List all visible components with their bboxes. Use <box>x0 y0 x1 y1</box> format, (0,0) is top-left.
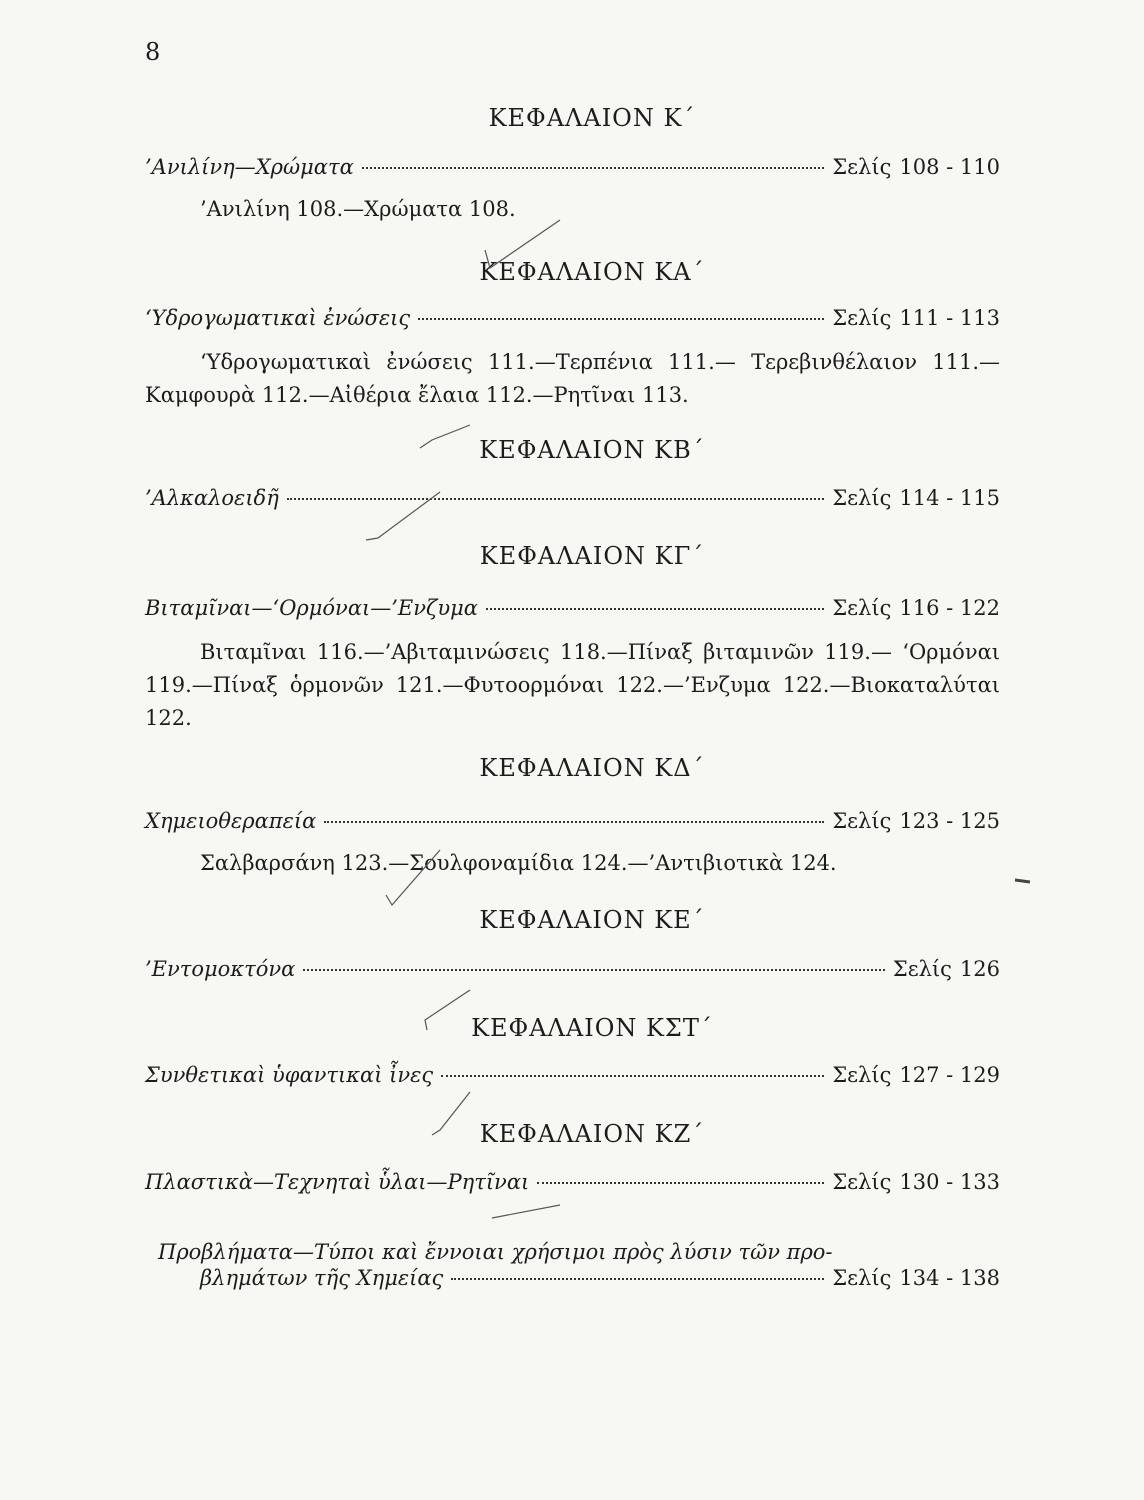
chapter-heading: ΚΕΦΑΛΑΙΟΝ ΚΕ΄ <box>479 906 705 934</box>
entry-pages <box>832 809 1000 833</box>
dot-leader <box>418 318 824 320</box>
pages-label: Σελίς <box>832 306 892 330</box>
chapter-heading: ΚΕΦΑΛΑΙΟΝ ΚΖ΄ <box>479 1120 705 1148</box>
page-range: 111 - 113 <box>899 306 1000 330</box>
dot-leader <box>287 498 825 500</box>
entry-title: ’Ανιλίνη—Χρώματα <box>145 155 354 179</box>
pages-label: Σελίς <box>832 1170 892 1194</box>
entry-description: Σαλβαρσάνη 123.—Σουλφοναμίδια 124.—’Αντιβιοτικὰ 124. <box>200 851 837 875</box>
entry-pages <box>832 1170 1000 1194</box>
pages-label: Σελίς <box>832 486 892 510</box>
pages-label: Σελίς <box>832 809 892 833</box>
dot-leader <box>451 1278 824 1280</box>
pages-label: Σελίς <box>832 1063 892 1087</box>
page-range: 127 - 129 <box>899 1063 1000 1087</box>
toc-entry[interactable] <box>145 155 1000 185</box>
entry-pages <box>832 155 1000 179</box>
entry-pages <box>832 1266 1000 1290</box>
entry-title: ’Εντομοκτόνα <box>145 957 296 981</box>
entry-title: ’Αλκαλοειδῆ <box>145 486 279 510</box>
entry-title: Βιταμῖναι—‘Ορμόναι—’Ενζυμα <box>145 596 478 620</box>
check-mark <box>492 1205 560 1218</box>
final-entry-title-line1: Προβλήματα—Τύποι καὶ ἔννοιαι χρήσιμοι πρὸς λύσιν τῶν προ- <box>158 1240 833 1264</box>
page-range: 126 <box>959 957 1000 981</box>
toc-entry[interactable] <box>145 486 1000 516</box>
toc-entry[interactable] <box>145 1063 1000 1093</box>
page-range: 130 - 133 <box>899 1170 1000 1194</box>
entry-pages <box>832 486 1000 510</box>
toc-entry[interactable] <box>145 809 1000 839</box>
dot-leader <box>537 1182 824 1184</box>
pages-label: Σελίς <box>832 1266 892 1290</box>
chapter-heading: ΚΕΦΑΛΑΙΟΝ Κ΄ <box>488 104 696 132</box>
dot-leader <box>362 167 825 169</box>
pages-label: Σελίς <box>832 596 892 620</box>
chapter-heading: ΚΕΦΑΛΑΙΟΝ ΚΑ΄ <box>479 258 705 286</box>
chapter-heading: ΚΕΦΑΛΑΙΟΝ ΚΒ΄ <box>479 436 705 464</box>
page-range: 108 - 110 <box>899 155 1000 179</box>
toc-entry[interactable] <box>145 306 1000 336</box>
dot-leader <box>441 1075 824 1077</box>
toc-entry[interactable] <box>200 1266 1000 1296</box>
dot-leader <box>303 969 885 971</box>
stray-mark <box>1015 880 1030 882</box>
entry-pages <box>832 596 1000 620</box>
entry-description: Βιταμῖναι 116.—’Αβιταμινώσεις 118.—Πίναξ βιταμινῶν 119.— ‘Ορμόναι 119.—Πίναξ ὁρμονῶν 121.—Φυτοορμόναι 122.—’Ενζυμα 122.—Βιοκαταλύται 122. <box>145 640 1000 730</box>
page-range: 114 - 115 <box>899 486 1000 510</box>
pages-label: Σελίς <box>892 957 952 981</box>
entry-description: ’Ανιλίνη 108.—Χρώματα 108. <box>200 197 516 221</box>
entry-title: βλημάτων τῆς Χημείας <box>200 1266 444 1290</box>
chapter-heading: ΚΕΦΑΛΑΙΟΝ ΚΣΤ΄ <box>471 1014 713 1042</box>
chapter-heading: ΚΕΦΑΛΑΙΟΝ ΚΓ΄ <box>479 542 705 570</box>
pages-label: Σελίς <box>832 155 892 179</box>
entry-title: Πλαστικὰ—Τεχνηταὶ ὗλαι—Ρητῖναι <box>145 1170 530 1194</box>
page-number: 8 <box>145 38 161 66</box>
toc-entry[interactable] <box>145 596 1000 626</box>
entry-title: ‘Υδρογωματικαὶ ἐνώσεις <box>145 306 411 330</box>
dot-leader <box>486 608 824 610</box>
page-range: 116 - 122 <box>899 596 1000 620</box>
entry-title: Συνθετικαὶ ὑφαντικαὶ ἶνες <box>145 1063 434 1087</box>
entry-description: ‘Υδρογωματικαὶ ἐνώσεις 111.—Τερπένια 111.— Τερεβινθέλαιον 111.—Καμφουρὰ 112.—Αἰθέρια ἔλαια 112.—Ρητῖναι 113. <box>145 350 1000 407</box>
entry-pages <box>832 1063 1000 1087</box>
toc-entry[interactable] <box>145 957 1000 987</box>
entry-pages <box>893 957 1000 981</box>
entry-title: Χημειοθεραπεία <box>145 809 317 833</box>
entry-pages <box>832 306 1000 330</box>
page-range: 123 - 125 <box>899 809 1000 833</box>
dot-leader <box>324 821 824 823</box>
toc-entry[interactable] <box>145 1170 1000 1200</box>
page-range: 134 - 138 <box>899 1266 1000 1290</box>
chapter-heading: ΚΕΦΑΛΑΙΟΝ ΚΔ΄ <box>479 754 705 782</box>
